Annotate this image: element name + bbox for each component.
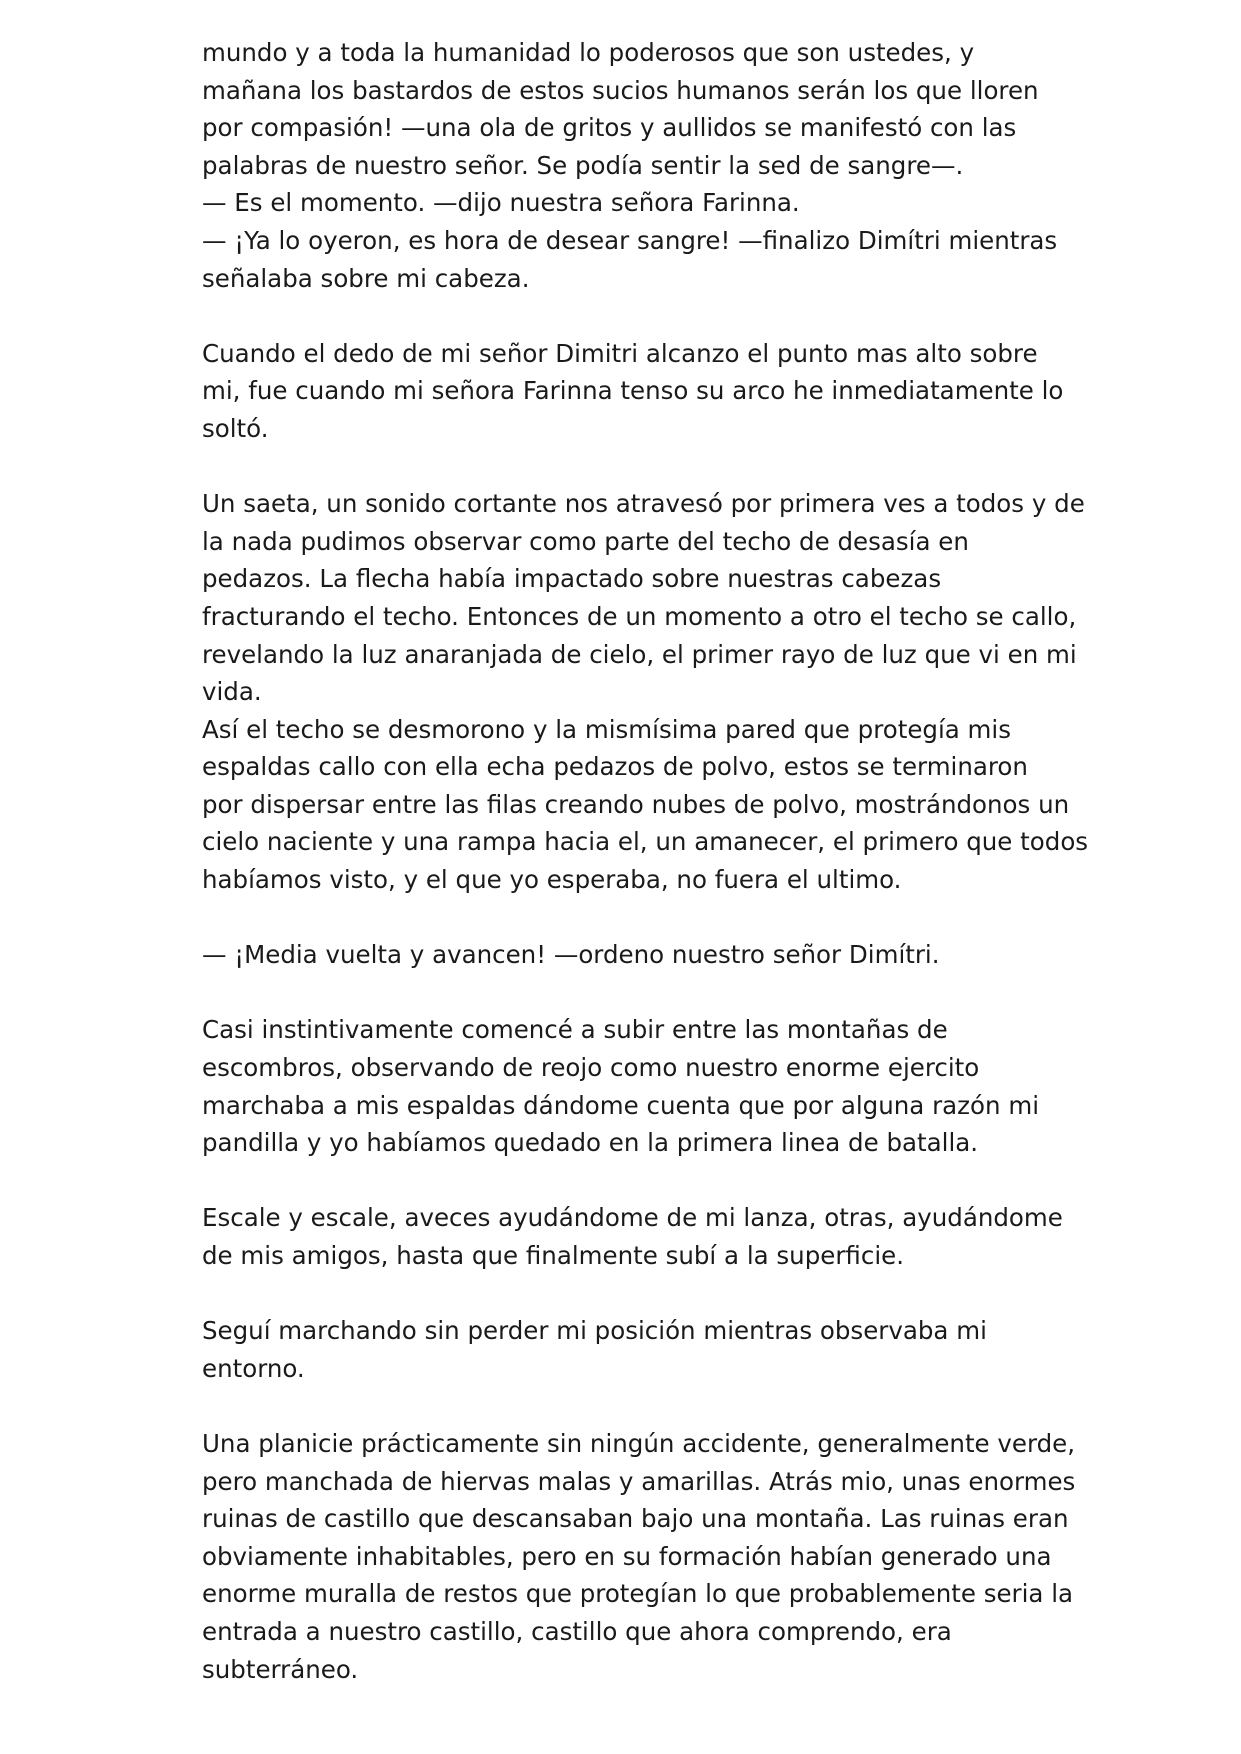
text-line: cielo naciente y una rampa hacia el, un amanecer, el primero que todos	[202, 827, 1089, 857]
text-line: Escale y escale, aveces ayudándome de mi lanza, otras, ayudándome	[202, 1203, 1063, 1233]
text-line: de mis amigos, hasta que finalmente subí a la superficie.	[202, 1241, 904, 1270]
dialogue-line: — Es el momento. —dijo nuestra señora Farinna.	[202, 188, 800, 218]
text-line: habíamos visto, y el que yo esperaba, no fuera el ultimo.	[202, 865, 902, 895]
paragraph	[202, 1199, 1062, 1274]
document-page	[202, 34, 1089, 1688]
text-line: Una planicie prácticamente sin ningún accidente, generalmente verde,	[202, 1428, 1076, 1458]
text-line: entrada a nuestro castillo, castillo que ahora comprendo, era	[202, 1616, 952, 1646]
paragraph	[202, 936, 1062, 974]
text-line: la nada pudimos observar como parte del techo de desasía en	[202, 526, 969, 556]
text-line: señalaba sobre mi cabeza.	[202, 263, 530, 293]
text-line: enorme muralla de restos que protegían lo que probablemente seria la	[202, 1579, 1074, 1609]
dialogue-line: — ¡Ya lo oyeron, es hora de desear sangre! —finalizo Dimítri mientras	[202, 225, 1058, 255]
paragraph	[202, 34, 1062, 297]
text-line: Cuando el dedo de mi señor Dimitri alcanzo el punto mas alto sobre	[202, 338, 1038, 368]
text-line: escombros, observando de reojo como nuestro enorme ejercito	[202, 1053, 980, 1083]
text-line: Casi instintivamente comencé a subir entre las montañas de	[202, 1015, 948, 1045]
text-line: ruinas de castillo que descansaban bajo una montaña. Las ruinas eran	[202, 1504, 1069, 1534]
text-line: por compasión! —una ola de gritos y aullidos se manifestó con las	[202, 113, 1017, 143]
paragraph	[202, 335, 1062, 448]
text-line: obviamente inhabitables, pero en su formación habían generado una	[202, 1541, 1052, 1571]
text-line: mundo y a toda la humanidad lo poderosos que son ustedes, y	[202, 38, 975, 67]
text-line: vida.	[202, 677, 262, 707]
text-line: fracturando el techo. Entonces de un momento a otro el techo se callo,	[202, 601, 1077, 631]
paragraph	[202, 1011, 1062, 1161]
text-line: pero manchada de hiervas malas y amarillas. Atrás mio, unas enormes	[202, 1466, 1076, 1496]
paragraph	[202, 1312, 1062, 1387]
text-line: palabras de nuestro señor. Se podía sentir la sed de sangre—.	[202, 150, 964, 180]
dialogue-line: — ¡Media vuelta y avancen! —ordeno nuestro señor Dimítri.	[202, 940, 940, 970]
text-line: pedazos. La flecha había impactado sobre nuestras cabezas	[202, 564, 942, 594]
text-line: pandilla y yo habíamos quedado en la primera linea de batalla.	[202, 1128, 979, 1158]
text-line: Así el techo se desmorono y la mismísima pared que protegía mis	[202, 714, 1011, 744]
text-line: entorno.	[202, 1353, 305, 1383]
text-line: Un saeta, un sonido cortante nos atravesó por primera ves a todos y de	[202, 489, 1085, 519]
text-line: mañana los bastardos de estos sucios humanos serán los que lloren	[202, 75, 1039, 105]
text-line: soltó.	[202, 413, 269, 443]
text-line: subterráneo.	[202, 1654, 359, 1684]
text-line: revelando la luz anaranjada de cielo, el primer rayo de luz que vi en mi	[202, 639, 1077, 669]
paragraph	[202, 485, 1089, 899]
paragraph	[202, 1425, 1076, 1688]
text-line: marchaba a mis espaldas dándome cuenta que por alguna razón mi	[202, 1090, 1039, 1120]
text-line: Seguí marchando sin perder mi posición mientras observaba mi	[202, 1316, 987, 1346]
text-line: espaldas callo con ella echa pedazos de polvo, estos se terminaron	[202, 752, 1028, 782]
text-line: por dispersar entre las filas creando nubes de polvo, mostrándonos un	[202, 789, 1070, 819]
text-line: mi, fue cuando mi señora Farinna tenso su arco he inmediatamente lo	[202, 376, 1064, 406]
